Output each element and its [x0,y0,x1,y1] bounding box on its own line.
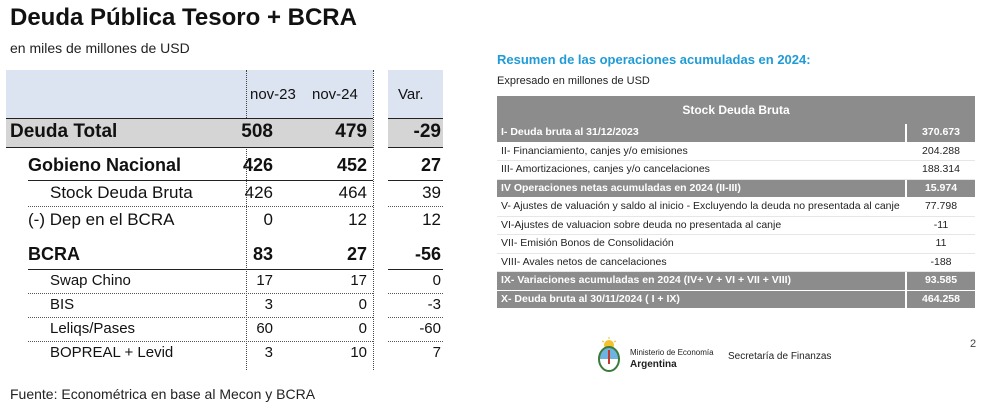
divider-line [28,206,373,207]
divider-line [388,269,443,270]
header-nov-23: nov-23 [250,86,296,103]
cell-nov-23: 0 [263,210,273,229]
divider-line [388,147,443,148]
row-label: Deuda Total [10,121,118,142]
table-row [497,198,975,217]
cell-var: -29 [413,121,441,142]
divider-line [28,180,373,181]
cell-nov-23: 3 [264,344,273,361]
cell-nov-24: 479 [335,121,367,142]
divider-line [28,341,373,342]
panel-title: Deuda Pública Tesoro + BCRA [10,4,357,31]
column-divider [246,70,247,370]
divider-line [28,269,373,270]
cell-nov-23: 426 [242,155,273,175]
cell-var: -60 [419,320,441,337]
divider-line [388,341,443,342]
cell-var: 12 [422,210,441,229]
row-text: X- Deuda bruta al 30/11/2024 ( I + IX) [501,292,680,305]
coat-of-arms-icon [594,337,624,373]
row-value: 93.585 [905,272,975,290]
cell-var: -56 [414,244,441,264]
table-row [497,235,975,254]
table-row [497,180,975,199]
divider-line [28,293,373,294]
cell-nov-24: 464 [338,183,367,202]
ministry-line-1: Ministerio de Economía [630,348,714,357]
row-label: Gobieno Nacional [28,155,182,175]
row-label: Swap Chino [50,272,131,289]
cell-nov-24: 12 [348,210,367,229]
ministry-line-2: Argentina [630,359,677,370]
source-note: Fuente: Econométrica en base al Mecon y BCRA [10,386,316,402]
row-text: V- Ajustes de valuación y saldo al inicio - Excluyendo la deuda no presentada al canje [501,200,900,212]
row-text: I- Deuda bruta al 31/12/2023 [501,126,639,138]
row-text: II- Financiamiento, canjes y/o emisiones [501,144,688,157]
row-text: III- Amortizaciones, canjes y/o cancelaciones [501,163,710,175]
cell-nov-23: 60 [256,320,273,337]
cell-nov-23: 426 [244,183,273,202]
row-text: VIII- Avales netos de cancelaciones [501,255,667,268]
row-value: 188.314 [922,163,960,175]
cell-nov-24: 27 [346,244,367,264]
cell-nov-23: 508 [241,121,273,142]
divider-line [388,317,443,318]
cell-var: -3 [427,296,441,313]
table-row [497,161,975,180]
table-row [497,143,975,162]
row-value: 370.673 [905,124,975,142]
row-text: VI-Ajustes de valuacion sobre deuda no presentada al canje [501,218,782,231]
row-label: Stock Deuda Bruta [50,183,193,202]
table-row [497,272,975,291]
page-number: 2 [970,338,977,350]
header-var: Var. [398,86,424,103]
secretaria-name: Secretaría de Finanzas [728,351,832,362]
header-nov-24: nov-24 [312,86,358,103]
divider-line [28,317,373,318]
table-row [497,124,975,143]
row-label: BIS [50,296,75,313]
cell-nov-24: 0 [358,296,367,313]
cell-nov-24: 10 [350,344,367,361]
divider-line [388,293,443,294]
row-value: -11 [933,218,949,231]
row-value: -188 [930,255,952,268]
table-row [497,217,975,236]
row-value: 204.288 [922,144,960,157]
row-value: 464.258 [905,291,975,309]
row-label: Leliqs/Pases [50,320,136,337]
cell-nov-24: 0 [358,320,367,337]
cell-var: 7 [432,344,441,361]
table-row [497,291,975,310]
row-value: 15.974 [905,180,975,198]
summary-subtitle: Expresado en millones de USD [497,75,650,87]
operations-summary-panel [492,0,992,400]
row-value: 77.798 [924,200,958,212]
divider-line [388,180,443,181]
row-text: IV Operaciones netas acumuladas en 2024 (II-III) [501,181,741,194]
column-divider [373,70,374,370]
cell-nov-23: 3 [264,296,273,313]
cell-nov-23: 83 [252,244,273,264]
cell-nov-23: 17 [256,272,273,289]
stock-debt-table [497,96,975,309]
row-text: IX- Variaciones acumuladas en 2024 (IV+ V + VI + VII + VIII) [501,274,792,286]
row-label: BCRA [28,244,80,264]
panel-subtitle: en miles de millones de USD [10,40,190,56]
cell-var: 0 [432,272,441,289]
ministry-name [630,347,730,371]
cell-nov-24: 452 [336,155,367,175]
row-value: 11 [935,237,947,249]
cell-var: 39 [422,183,441,202]
cell-var: 27 [420,155,441,175]
table-header: Stock Deuda Bruta [497,96,975,124]
row-label: (-) Dep en el BCRA [28,210,175,229]
summary-title: Resumen de las operaciones acumuladas en 2024: [497,52,811,67]
row-text: VII- Emisión Bonos de Consolidación [501,237,674,249]
cell-nov-24: 17 [350,272,367,289]
debt-summary-panel [0,0,460,400]
row-label: BOPREAL + Levid [50,344,174,361]
table-row [497,254,975,273]
divider-line [6,147,373,148]
divider-line [388,206,443,207]
